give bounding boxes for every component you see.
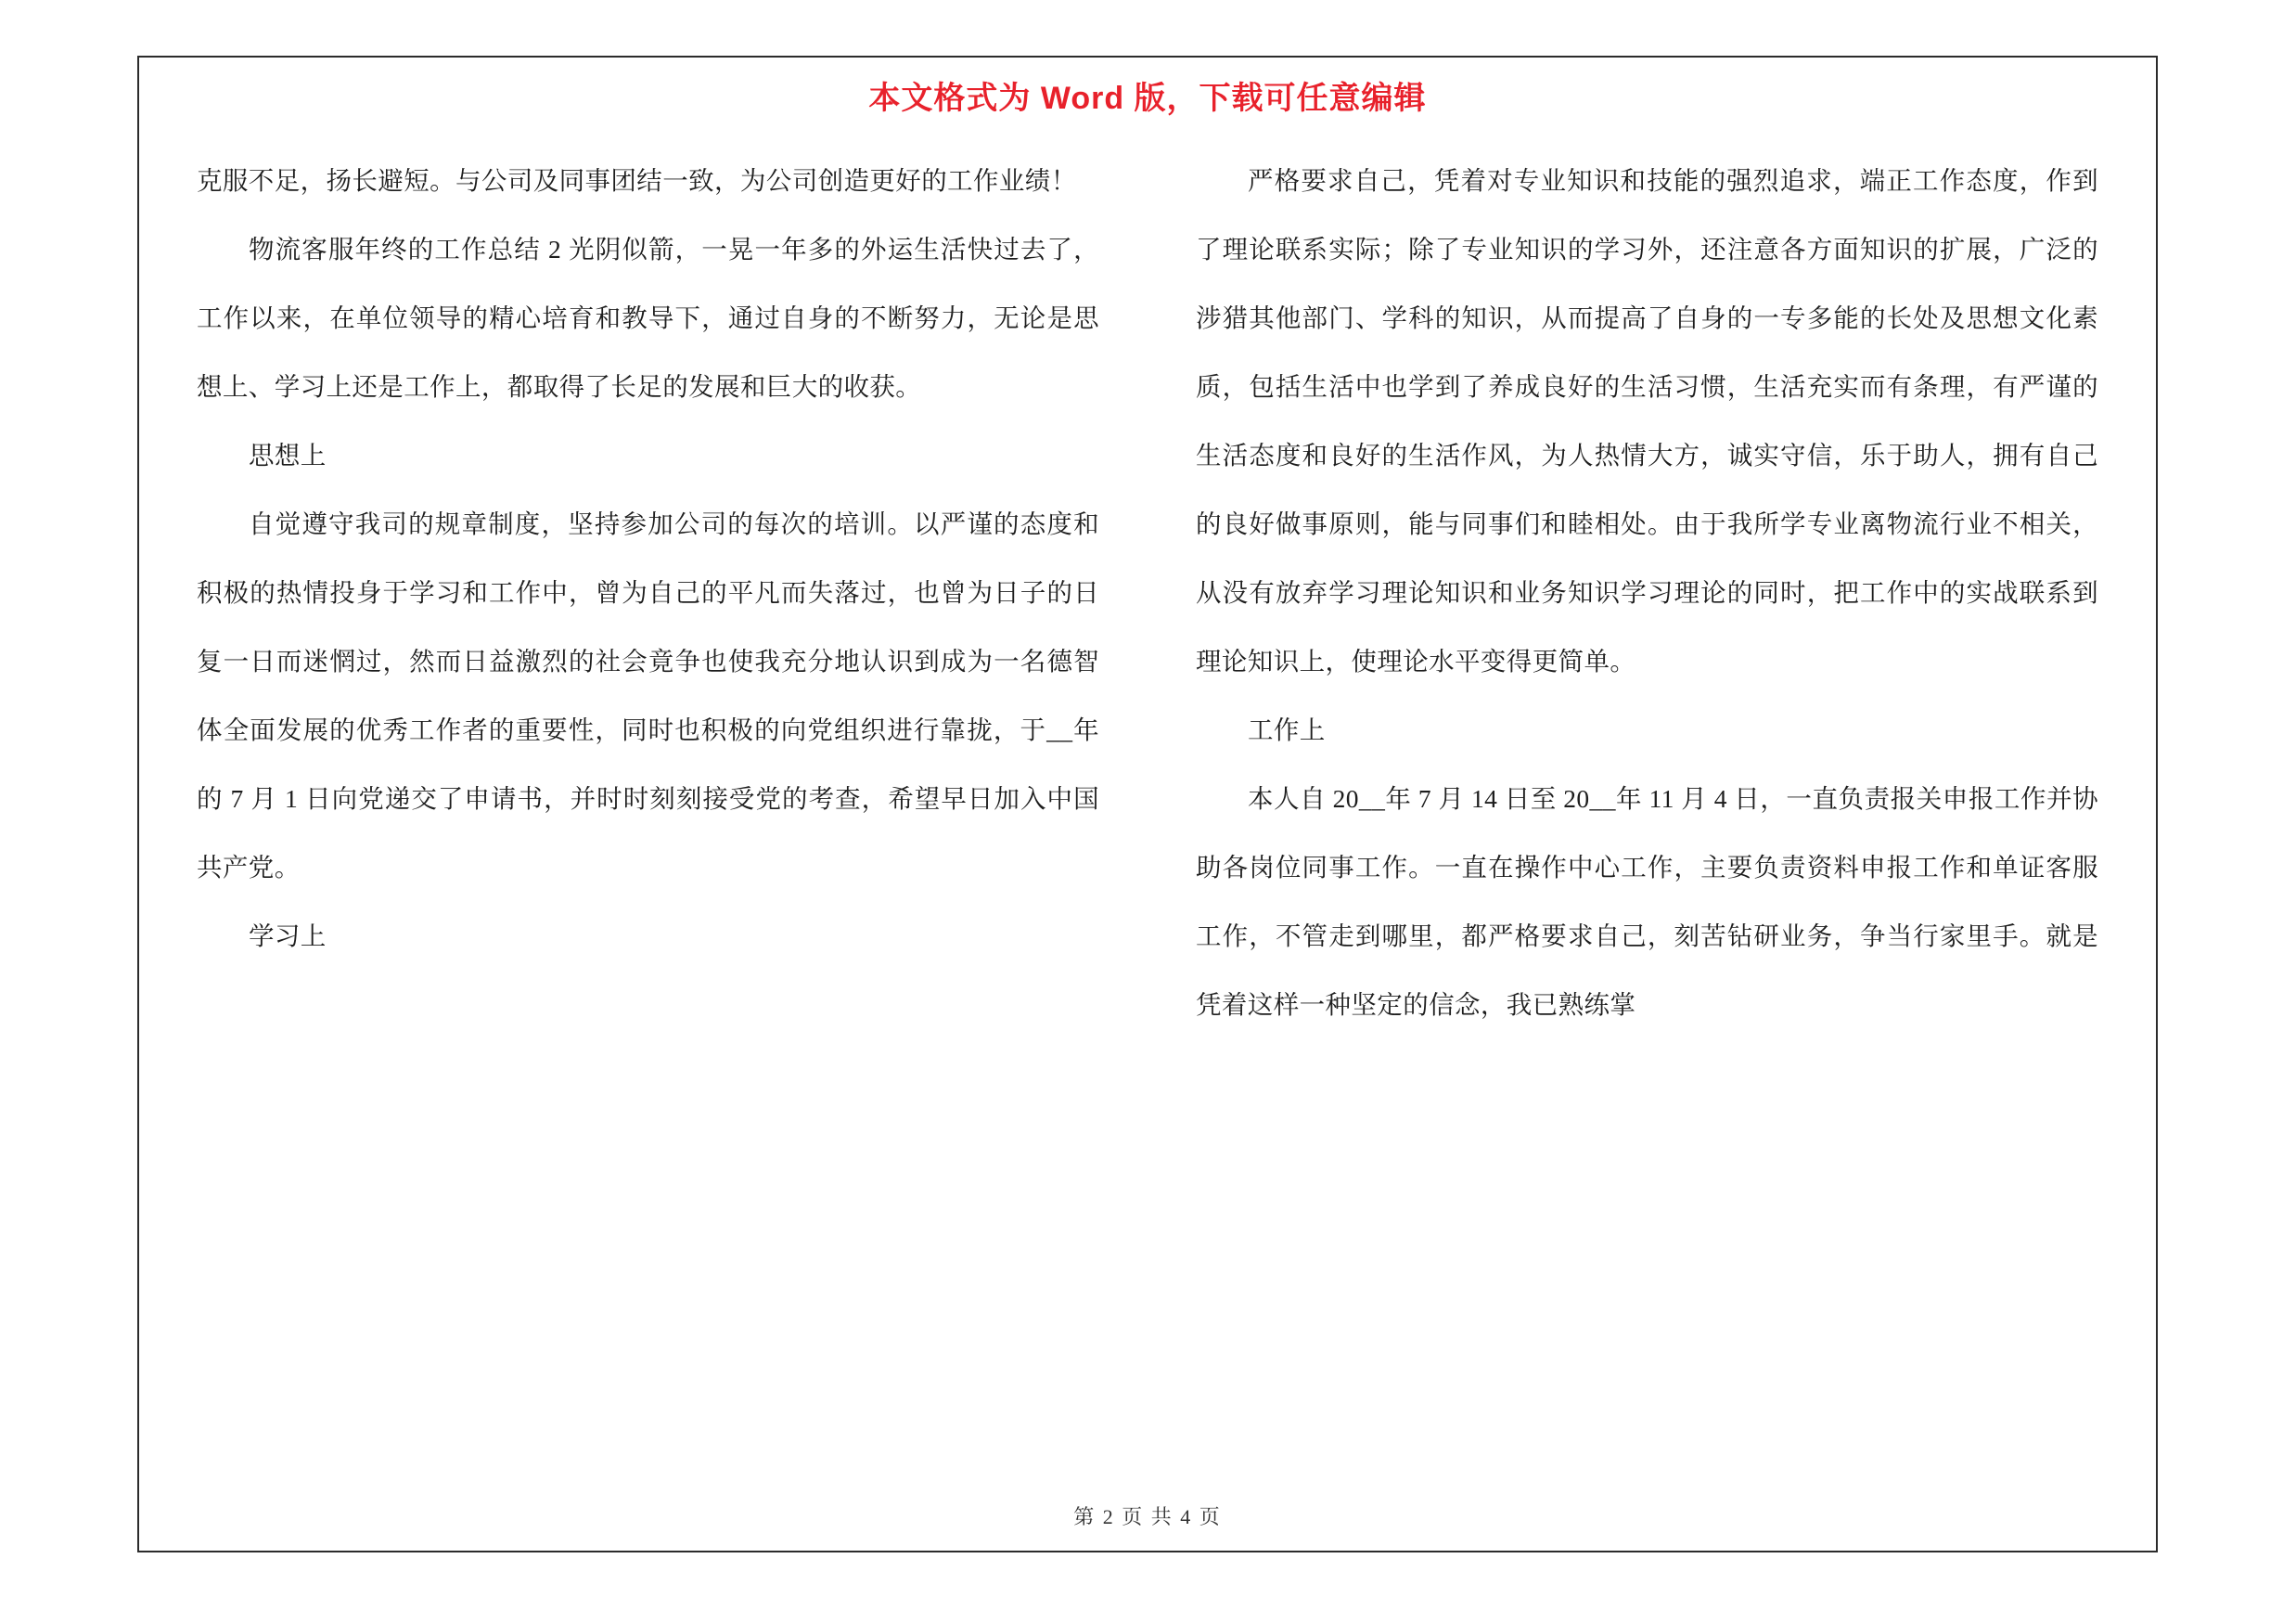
left-column (197, 147, 1148, 1446)
right-column (1148, 147, 2098, 1446)
paragraph: 严格要求自己，凭着对专业知识和技能的强烈追求，端正工作态度，作到了理论联系实际；除了专业知识的学习外，还注意各方面知识的扩展，广泛的涉猎其他部门、学科的知识，从而提高了自身的一专多能的长处及思想文化素质，包括生活中也学到了养成良好的生活习惯，生活充实而有条理，有严谨的生活态度和良好的生活作风，为人热情大方，诚实守信，乐于助人，拥有自己的良好做事原则，能与同事们和睦相处。由于我所学专业离物流行业不相关，从没有放弃学习理论知识和业务知识学习理论的同时，把工作中的实战联系到理论知识上，使理论水平变得更简单。 (1196, 166, 2098, 676)
paragraph: 物流客服年终的工作总结 2 光阴似箭，一晃一年多的外运生活快过去了，工作以来，在单位领导的精心培育和教导下，通过自身的不断努力，无论是思想上、学习上还是工作上，都取得了长足的发展和巨大的收获。 (197, 235, 1099, 401)
word-format-banner (139, 58, 2156, 132)
section-heading: 思想上 (249, 441, 327, 470)
paragraph: 本人自 20__年 7 月 14 日至 20__年 11 月 4 日，一直负责报关申报工作并协助各岗位同事工作。一直在操作中心工作，主要负责资料申报工作和单证客服工作，不管走到哪里，都严格要求自己，刻苦钻研业务，争当行家里手。就是凭着这样一种坚定的信念，我已熟练掌 (1196, 784, 2098, 1019)
banner-text: 本文格式为 Word 版，下载可任意编辑 (868, 80, 1427, 116)
document-page (137, 56, 2158, 1552)
paragraph: 自觉遵守我司的规章制度，坚持参加公司的每次的培训。以严谨的态度和积极的热情投身于学习和工作中，曾为自己的平凡而失落过，也曾为日子的日复一日而迷惘过，然而日益激烈的社会竟争也使我充分地认识到成为一名德智体全面发展的优秀工作者的重要性，同时也积极的向党组织进行靠拢，于__年的 7 月 1 日向党递交了申请书，并时时刻刻接受党的考查，希望早日加入中国共产党。 (197, 509, 1099, 882)
section-heading: 工作上 (1248, 715, 1326, 744)
paragraph: 克服不足，扬长避短。与公司及同事团结一致，为公司创造更好的工作业绩！ (197, 166, 1077, 195)
page-footer: 第 2 页 共 4 页 (1073, 1505, 1222, 1528)
section-heading: 学习上 (249, 921, 327, 950)
document-columns (139, 147, 2156, 1446)
